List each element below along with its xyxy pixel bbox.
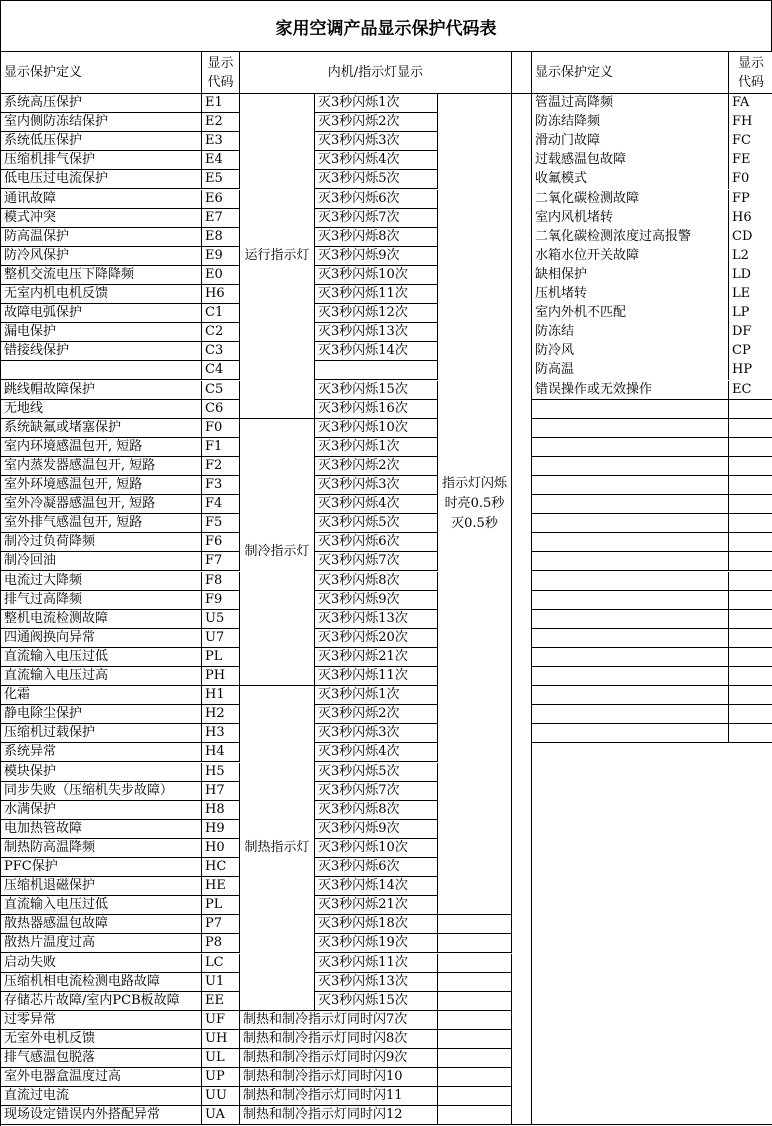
table-row-definition: 系统缺氟或堵塞保护 bbox=[1, 419, 202, 438]
right-row-definition: 二氧化碳检测故障 bbox=[532, 190, 729, 209]
right-row-code: LD bbox=[732, 266, 752, 282]
right-row-definition: 二氧化碳检测浓度过高报警 bbox=[532, 228, 729, 247]
table-row-definition bbox=[1, 361, 202, 380]
table-row-definition: 室内环境感温包开, 短路 bbox=[1, 438, 202, 457]
right-row-definition bbox=[532, 419, 729, 438]
table-row-blink-both: 制热和制冷指示灯同时闪7次 bbox=[240, 1011, 438, 1030]
table-row-blink: 灭3秒闪烁2次 bbox=[315, 457, 438, 476]
table-row-code: E7 bbox=[202, 209, 240, 228]
right-row-code bbox=[729, 724, 772, 743]
table-row-definition: 化霜 bbox=[1, 686, 202, 705]
table-row-blink-both: 制热和制冷指示灯同时闪9次 bbox=[240, 1049, 438, 1068]
table-row-code: UU bbox=[202, 1087, 240, 1106]
table-row-blink: 灭3秒闪烁13次 bbox=[315, 323, 438, 342]
right-row-definition bbox=[532, 533, 729, 552]
table-row-definition: 无地线 bbox=[1, 400, 202, 419]
header-definition: 显示保护定义 bbox=[1, 52, 202, 94]
right-row-definition: 防冷风 bbox=[532, 342, 729, 361]
table-row-code: UP bbox=[202, 1068, 240, 1087]
blink-note-empty bbox=[438, 1049, 512, 1068]
table-row-code: E2 bbox=[202, 113, 240, 132]
right-row-code bbox=[729, 400, 772, 419]
right-row-code bbox=[729, 533, 772, 552]
right-row-code bbox=[729, 438, 772, 457]
table-row-blink: 灭3秒闪烁3次 bbox=[315, 724, 438, 743]
right-row-code: LE bbox=[732, 286, 751, 301]
table-row-blink: 灭3秒闪烁5次 bbox=[315, 763, 438, 782]
blink-note-empty bbox=[438, 1030, 512, 1049]
table-row-code: UH bbox=[202, 1030, 240, 1049]
blink-note-empty bbox=[438, 1106, 512, 1125]
right-row-code: FC bbox=[732, 133, 751, 149]
table-row-definition: 压缩机过载保护 bbox=[1, 724, 202, 743]
blink-note-empty bbox=[438, 1011, 512, 1030]
group-cool-indicator: 制冷指示灯 bbox=[240, 419, 315, 686]
table-row-code: F6 bbox=[202, 533, 240, 552]
table-row-code: C2 bbox=[202, 323, 240, 342]
table-row-definition: 低电压过电流保护 bbox=[1, 170, 202, 189]
table-row-blink-both: 制热和制冷指示灯同时闪10 bbox=[240, 1068, 438, 1087]
table-row-blink: 灭3秒闪烁10次 bbox=[315, 839, 438, 858]
table-row-blink: 灭3秒闪烁5次 bbox=[315, 514, 438, 533]
table-row-code: U7 bbox=[202, 629, 240, 648]
table-row-definition: 室外电器盒温度过高 bbox=[1, 1068, 202, 1087]
table-row-code: F8 bbox=[202, 572, 240, 591]
table-row-definition: 排气过高降频 bbox=[1, 591, 202, 610]
table-row-code: H5 bbox=[202, 763, 240, 782]
table-row-blink: 灭3秒闪烁15次 bbox=[315, 381, 438, 400]
header-gap bbox=[512, 52, 532, 94]
right-row-code bbox=[729, 419, 772, 438]
right-row-definition bbox=[532, 514, 729, 533]
right-row-code: CP bbox=[732, 343, 751, 359]
table-row-code: EE bbox=[202, 992, 240, 1011]
table-row-code: H9 bbox=[202, 820, 240, 839]
table-row-code: UA bbox=[202, 1106, 240, 1125]
table-row-blink: 灭3秒闪烁11次 bbox=[315, 285, 438, 304]
table-row-blink: 灭3秒闪烁2次 bbox=[315, 705, 438, 724]
table-row-code: H2 bbox=[202, 705, 240, 724]
blink-note-empty bbox=[438, 973, 512, 992]
table-row-definition: 防高温保护 bbox=[1, 228, 202, 247]
group-heat-indicator: 制热指示灯 bbox=[240, 686, 315, 1011]
table-row-definition: 室内蒸发器感温包开, 短路 bbox=[1, 457, 202, 476]
table-row-definition: 模块保护 bbox=[1, 763, 202, 782]
table-row-blink: 灭3秒闪烁5次 bbox=[315, 170, 438, 189]
table-row-definition: 启动失败 bbox=[1, 954, 202, 973]
table-row-blink: 灭3秒闪烁1次 bbox=[315, 94, 438, 113]
table-row-code: H1 bbox=[202, 686, 240, 705]
table-row-blink: 灭3秒闪烁8次 bbox=[315, 228, 438, 247]
table-row-code: F3 bbox=[202, 476, 240, 495]
right-row-definition bbox=[532, 629, 729, 648]
table-row-blink: 灭3秒闪烁18次 bbox=[315, 915, 438, 934]
table-row-blink: 灭3秒闪烁13次 bbox=[315, 973, 438, 992]
table-row-code: HC bbox=[202, 858, 240, 877]
table-row-blink: 灭3秒闪烁12次 bbox=[315, 304, 438, 323]
table-row-definition: 排气感温包脱落 bbox=[1, 1049, 202, 1068]
table-row-blink: 灭3秒闪烁20次 bbox=[315, 629, 438, 648]
right-row-code bbox=[729, 591, 772, 610]
table-row-blink bbox=[315, 361, 438, 380]
header-code-line: 代码 bbox=[207, 74, 234, 90]
table-row-blink: 灭3秒闪烁21次 bbox=[315, 896, 438, 915]
blink-note-empty bbox=[438, 992, 512, 1011]
table-row-blink: 灭3秒闪烁10次 bbox=[315, 419, 438, 438]
table-row-code: C6 bbox=[202, 400, 240, 419]
page-title: 家用空调产品显示保护代码表 bbox=[0, 0, 772, 52]
table-row-code: H6 bbox=[202, 285, 240, 304]
table-row-definition: PFC保护 bbox=[1, 858, 202, 877]
header-code-line: 代码 bbox=[737, 74, 764, 90]
table-row-code: PH bbox=[202, 667, 240, 686]
right-row-definition: 防高温 bbox=[532, 361, 729, 380]
gap-column bbox=[512, 94, 532, 1125]
table-row-code: F5 bbox=[202, 514, 240, 533]
table-row-code: C5 bbox=[202, 381, 240, 400]
right-row-definition bbox=[532, 686, 729, 705]
right-row-code bbox=[729, 476, 772, 495]
right-row-definition bbox=[532, 648, 729, 667]
table-row-code: H3 bbox=[202, 724, 240, 743]
table-row-code: H8 bbox=[202, 801, 240, 820]
table-row-blink: 灭3秒闪烁7次 bbox=[315, 782, 438, 801]
right-row-code: FH bbox=[732, 114, 753, 130]
blink-note-empty bbox=[438, 934, 512, 953]
table-row-code: E3 bbox=[202, 132, 240, 151]
table-row-definition: 无室内机电机反馈 bbox=[1, 285, 202, 304]
blink-note-empty bbox=[438, 1068, 512, 1087]
table-row-blink: 灭3秒闪烁8次 bbox=[315, 801, 438, 820]
right-row-code: L2 bbox=[732, 247, 749, 263]
header-right-code bbox=[729, 52, 772, 94]
table-row-code: UF bbox=[202, 1011, 240, 1030]
table-row-definition: 压缩机相电流检测电路故障 bbox=[1, 973, 202, 992]
table-row-definition: 室外冷凝器感温包开, 短路 bbox=[1, 495, 202, 514]
table-row-definition: 系统异常 bbox=[1, 743, 202, 762]
right-row-code: LP bbox=[732, 305, 750, 321]
table-row-blink: 灭3秒闪烁11次 bbox=[315, 954, 438, 973]
table-row-definition: 漏电保护 bbox=[1, 323, 202, 342]
table-row-blink-both: 制热和制冷指示灯同时闪8次 bbox=[240, 1030, 438, 1049]
table-row-code: P7 bbox=[202, 915, 240, 934]
table-row-blink: 灭3秒闪烁7次 bbox=[315, 209, 438, 228]
right-row-code bbox=[729, 552, 772, 571]
table-row-blink: 灭3秒闪烁6次 bbox=[315, 858, 438, 877]
table-row-blink: 灭3秒闪烁9次 bbox=[315, 820, 438, 839]
right-blank-area bbox=[532, 743, 772, 1125]
table-row-definition: 静电除尘保护 bbox=[1, 705, 202, 724]
group-run-indicator: 运行指示灯 bbox=[240, 94, 315, 419]
table-row-definition: 散热片温度过高 bbox=[1, 934, 202, 953]
table-row-code: U5 bbox=[202, 610, 240, 629]
right-row-definition bbox=[532, 724, 729, 743]
right-row-definition: 缺相保护 bbox=[532, 266, 729, 285]
table-row-blink: 灭3秒闪烁14次 bbox=[315, 877, 438, 896]
table-row-definition: 防冷风保护 bbox=[1, 247, 202, 266]
table-row-code: H0 bbox=[202, 839, 240, 858]
table-row-definition: 电流过大降频 bbox=[1, 572, 202, 591]
table-row-code: E4 bbox=[202, 151, 240, 170]
table-row-definition: 室内侧防冻结保护 bbox=[1, 113, 202, 132]
table-row-code: E1 bbox=[202, 94, 240, 113]
right-row-definition: 水箱水位开关故障 bbox=[532, 247, 729, 266]
blink-note-empty bbox=[438, 1087, 512, 1106]
header-right-definition: 显示保护定义 bbox=[532, 52, 729, 94]
table-row-blink: 灭3秒闪烁15次 bbox=[315, 992, 438, 1011]
table-row-definition: 存储芯片故障/室内PCB板故障 bbox=[1, 992, 202, 1011]
table-row-blink: 灭3秒闪烁21次 bbox=[315, 648, 438, 667]
table-row-code: UL bbox=[202, 1049, 240, 1068]
table-row-definition: 电加热管故障 bbox=[1, 820, 202, 839]
right-row-code bbox=[729, 495, 772, 514]
header-code-line: 显示 bbox=[207, 55, 234, 71]
table-row-code: LC bbox=[202, 954, 240, 973]
table-row-definition: 整机交流电压下降降频 bbox=[1, 266, 202, 285]
table-row-blink: 灭3秒闪烁11次 bbox=[315, 667, 438, 686]
table-row-definition: 同步失败（压缩机失步故障） bbox=[1, 782, 202, 801]
right-row-definition bbox=[532, 572, 729, 591]
right-row-code bbox=[729, 629, 772, 648]
right-row-definition: 防冻结降频 bbox=[532, 113, 729, 132]
table-row-code: F7 bbox=[202, 552, 240, 571]
right-row-definition bbox=[532, 667, 729, 686]
right-row-code bbox=[729, 572, 772, 591]
right-row-definition: 室内风机堵转 bbox=[532, 209, 729, 228]
table-row-code: F4 bbox=[202, 495, 240, 514]
table-row-definition: 通讯故障 bbox=[1, 190, 202, 209]
right-row-definition bbox=[532, 591, 729, 610]
right-row-code bbox=[729, 648, 772, 667]
table-row-code: F0 bbox=[202, 419, 240, 438]
table-row-blink: 灭3秒闪烁1次 bbox=[315, 438, 438, 457]
table-row-definition: 制冷过负荷降频 bbox=[1, 533, 202, 552]
table-row-blink: 灭3秒闪烁6次 bbox=[315, 533, 438, 552]
right-row-code: FA bbox=[732, 95, 750, 110]
table-row-code: F1 bbox=[202, 438, 240, 457]
right-row-definition: 室内外机不匹配 bbox=[532, 304, 729, 323]
table-row-code: P8 bbox=[202, 934, 240, 953]
right-row-code bbox=[729, 610, 772, 629]
right-row-definition: 过载感温包故障 bbox=[532, 151, 729, 170]
table-row-definition: 压缩机排气保护 bbox=[1, 151, 202, 170]
table-row-definition: 水满保护 bbox=[1, 801, 202, 820]
right-row-definition bbox=[532, 552, 729, 571]
blink-note-empty bbox=[438, 915, 512, 934]
table-row-definition: 故障电弧保护 bbox=[1, 304, 202, 323]
table-row-blink: 灭3秒闪烁8次 bbox=[315, 572, 438, 591]
table-row-definition: 直流过电流 bbox=[1, 1087, 202, 1106]
right-row-code: EC bbox=[729, 381, 772, 400]
right-row-code: F0 bbox=[732, 171, 750, 187]
table-row-blink: 灭3秒闪烁19次 bbox=[315, 934, 438, 953]
right-row-definition bbox=[532, 438, 729, 457]
table-row-blink: 灭3秒闪烁4次 bbox=[315, 495, 438, 514]
table-row-code: E0 bbox=[202, 266, 240, 285]
table-row-blink-both: 制热和制冷指示灯同时闪12 bbox=[240, 1106, 438, 1125]
table-row-definition: 现场设定错误内外搭配异常 bbox=[1, 1106, 202, 1125]
table-row-blink: 灭3秒闪烁4次 bbox=[315, 743, 438, 762]
table-row-blink-both: 制热和制冷指示灯同时闪11 bbox=[240, 1087, 438, 1106]
right-row-definition: 滑动门故障 bbox=[532, 132, 729, 151]
table-row-code: PL bbox=[202, 896, 240, 915]
table-row-code: H7 bbox=[202, 782, 240, 801]
table-row-definition: 四通阀换向异常 bbox=[1, 629, 202, 648]
header-code-line: 显示 bbox=[737, 55, 764, 71]
right-row-code bbox=[729, 686, 772, 705]
right-row-definition: 防冻结 bbox=[532, 323, 729, 342]
table-row-blink: 灭3秒闪烁3次 bbox=[315, 476, 438, 495]
table-row-definition: 无室外电机反馈 bbox=[1, 1030, 202, 1049]
table-row-blink: 灭3秒闪烁9次 bbox=[315, 247, 438, 266]
right-row-definition: 管温过高降频 bbox=[532, 94, 729, 113]
right-row-definition bbox=[532, 705, 729, 724]
table-row-code: HE bbox=[202, 877, 240, 896]
table-row-code: U1 bbox=[202, 973, 240, 992]
table-row-definition: 过零异常 bbox=[1, 1011, 202, 1030]
right-row-definition bbox=[532, 495, 729, 514]
right-row-code: HP bbox=[732, 362, 753, 378]
table-row-blink: 灭3秒闪烁14次 bbox=[315, 342, 438, 361]
table-row-code: F2 bbox=[202, 457, 240, 476]
table-row-definition: 直流输入电压过低 bbox=[1, 648, 202, 667]
table-row-blink: 灭3秒闪烁16次 bbox=[315, 400, 438, 419]
right-row-code bbox=[729, 705, 772, 724]
table-row-blink: 灭3秒闪烁6次 bbox=[315, 190, 438, 209]
right-row-definition bbox=[532, 610, 729, 629]
table-row-definition: 系统高压保护 bbox=[1, 94, 202, 113]
table-row-code: E6 bbox=[202, 190, 240, 209]
blink-note-empty bbox=[438, 954, 512, 973]
table-row-code: F9 bbox=[202, 591, 240, 610]
table-row-code: C1 bbox=[202, 304, 240, 323]
right-row-definition bbox=[532, 400, 729, 419]
table-row-definition: 整机电流检测故障 bbox=[1, 610, 202, 629]
table-row-blink: 灭3秒闪烁3次 bbox=[315, 132, 438, 151]
table-row-blink: 灭3秒闪烁9次 bbox=[315, 591, 438, 610]
code-table bbox=[0, 52, 772, 1126]
table-row-code: PL bbox=[202, 648, 240, 667]
right-row-definition: 错误操作或无效操作 bbox=[532, 381, 729, 400]
table-row-definition: 散热器感温包故障 bbox=[1, 915, 202, 934]
table-row-definition: 模式冲突 bbox=[1, 209, 202, 228]
table-row-blink: 灭3秒闪烁10次 bbox=[315, 266, 438, 285]
right-row-code: FE bbox=[732, 152, 751, 168]
right-row-definition: 压机堵转 bbox=[532, 285, 729, 304]
blink-note: 指示灯闪烁时亮0.5秒灭0.5秒 bbox=[438, 94, 512, 915]
table-row-definition: 制热防高温降频 bbox=[1, 839, 202, 858]
right-row-code: DF bbox=[732, 324, 752, 340]
table-row-definition: 室外排气感温包开, 短路 bbox=[1, 514, 202, 533]
right-row-code bbox=[729, 514, 772, 533]
table-row-definition: 错接线保护 bbox=[1, 342, 202, 361]
right-row-definition bbox=[532, 476, 729, 495]
table-row-definition: 系统低压保护 bbox=[1, 132, 202, 151]
table-row-definition: 直流输入电压过高 bbox=[1, 667, 202, 686]
table-row-definition: 压缩机退磁保护 bbox=[1, 877, 202, 896]
table-row-blink: 灭3秒闪烁2次 bbox=[315, 113, 438, 132]
right-row-code bbox=[729, 457, 772, 476]
table-row-code: E5 bbox=[202, 170, 240, 189]
table-row-code: C4 bbox=[202, 361, 240, 380]
right-row-code bbox=[729, 667, 772, 686]
header-code bbox=[202, 52, 240, 94]
table-row-definition: 室外环境感温包开, 短路 bbox=[1, 476, 202, 495]
table-row-code: E9 bbox=[202, 247, 240, 266]
header-display: 内机/指示灯显示 bbox=[240, 52, 512, 94]
right-row-definition: 收氟模式 bbox=[532, 170, 729, 189]
right-row-code: FP bbox=[732, 190, 750, 206]
table-row-blink: 灭3秒闪烁7次 bbox=[315, 552, 438, 571]
table-row-code: C3 bbox=[202, 342, 240, 361]
right-row-code: H6 bbox=[732, 209, 752, 225]
table-row-definition: 直流输入电压过低 bbox=[1, 896, 202, 915]
table-row-code: E8 bbox=[202, 228, 240, 247]
table-row-definition: 跳线帽故障保护 bbox=[1, 381, 202, 400]
table-row-code: H4 bbox=[202, 743, 240, 762]
table-row-blink: 灭3秒闪烁13次 bbox=[315, 610, 438, 629]
table-row-blink: 灭3秒闪烁4次 bbox=[315, 151, 438, 170]
right-row-definition bbox=[532, 457, 729, 476]
right-row-code: CD bbox=[732, 228, 753, 244]
table-row-blink: 灭3秒闪烁1次 bbox=[315, 686, 438, 705]
table-row-definition: 制冷回油 bbox=[1, 552, 202, 571]
